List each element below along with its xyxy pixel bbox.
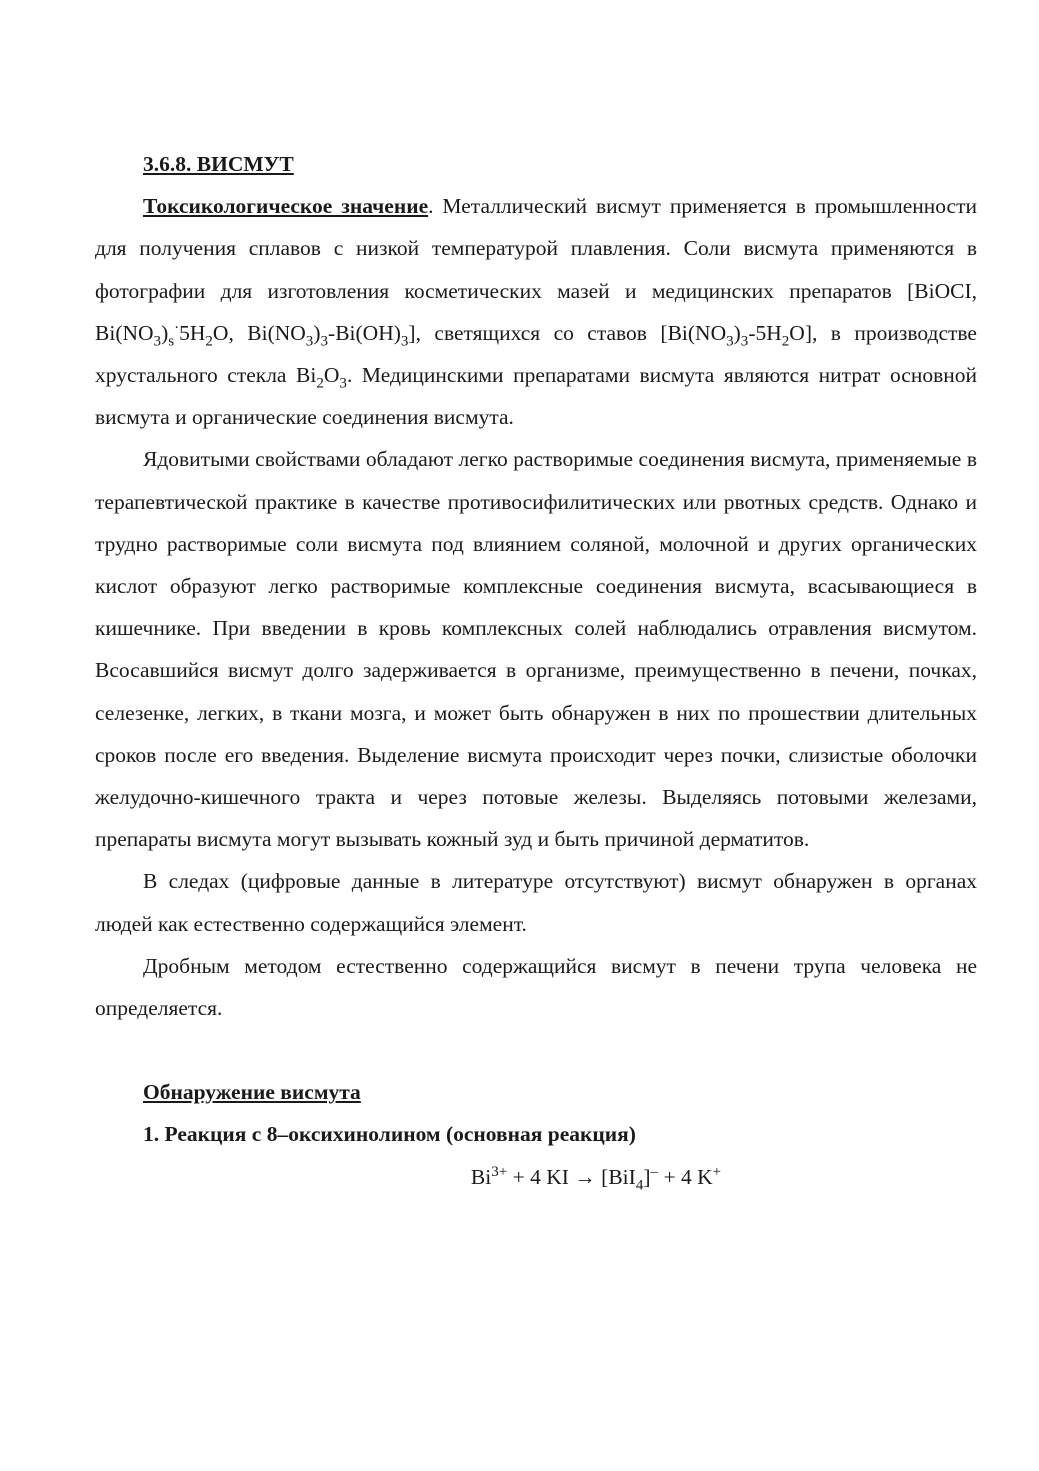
text-run: ) [161,320,169,345]
equation-charge: + [712,1163,722,1180]
equation-charge: 3+ [491,1163,508,1180]
subscript: 3 [400,333,409,350]
detection-heading: Обнаружение висмута [143,1080,361,1105]
subscript: 2 [316,375,324,392]
subscript: 2 [205,333,213,350]
text-run: ) [313,320,321,345]
reaction-1-title: 1. Реакция с 8–оксихинолином (основная реакция) [143,1122,636,1147]
paragraph-fractional-method: Дробным методом естественно содержащийся висмут в печени трупа человека не определяется. [95,953,977,1021]
equation-middle: + 4 KI → [BiI [507,1164,636,1189]
subscript: 3 [740,333,749,350]
subscript: 3 [320,333,329,350]
subscript: 3 [305,333,314,350]
subscript: 3 [153,333,162,350]
paragraph-toxicological-significance [95,185,977,438]
text-run: -5H [748,320,782,345]
text-run: -Bi(OH) [328,320,401,345]
text-run: . Медицинскими препаратами висмута являются нитрат основной висмута и органические соединения висмута. [95,363,977,430]
paragraph-traces: В следах (цифровые данные в литературе отсутствуют) висмут обнаружен в органах людей как естественно содержащийся элемент. [95,869,977,936]
equation-bracket: ] [643,1164,651,1189]
text-run: O [323,363,340,388]
subscript: 2 [781,333,790,350]
paragraph-lead-term: Токсикологическое значение [143,194,429,219]
superscript: · [174,319,180,336]
section-heading: 3.6.8. ВИСМУТ [143,152,294,176]
subscript: 3 [339,375,347,392]
paragraph-toxic-properties: Ядовитыми свойствами обладают легко растворимые соединения висмута, применяемые в терапевтической практике в качестве противосифилитических или рвотных средств. Однако и трудно растворимые соли висмута под влиянием соляной, молочной и других органических кислот образуют легко растворимые комплексные соединения висмута, всасывающиеся в кишечнике. При введении в кровь комплексных солей наблюдались отравления висмутом. Всосавшийся висмут долго задерживается в организме, преимущественно в печени, почках, селезенке, легких, в ткани мозга, и может быть обнаружен в них по прошествии длительных сроков после его введения. Выделение висмута происходит через почки, слизистые оболочки желудочно-кишечного тракта и через потовые железы. Выделяясь потовыми железами, препараты висмута могут вызывать кожный зуд и быть причиной дерматитов. [95,447,977,852]
text-run: ) [733,320,741,345]
subscript: 3 [726,333,734,350]
subscript: s [168,333,175,350]
text-run: 5H [179,320,206,345]
text-run: ], светящихся со ставов [Bi(NO [408,320,727,345]
text-run: O, Bi(NO [212,320,306,345]
equation-subscript: 4 [635,1176,644,1193]
equation-bi: Bi [470,1164,492,1189]
reaction-equation [95,1156,977,1198]
equation-tail: + 4 K [658,1164,713,1189]
document-page [95,143,977,1198]
text-run: O], в производстве хрустального стекла Bi [95,320,977,388]
equation-charge: – [650,1163,659,1180]
text-run: . Металлический висмут применяется в промышленности для получения сплавов с низкой температурой плавления. Соли висмута применяются в фотографии для изготовления косметических мазей и медицинских препаратов [BiOCI, Bi(NO [95,194,977,345]
